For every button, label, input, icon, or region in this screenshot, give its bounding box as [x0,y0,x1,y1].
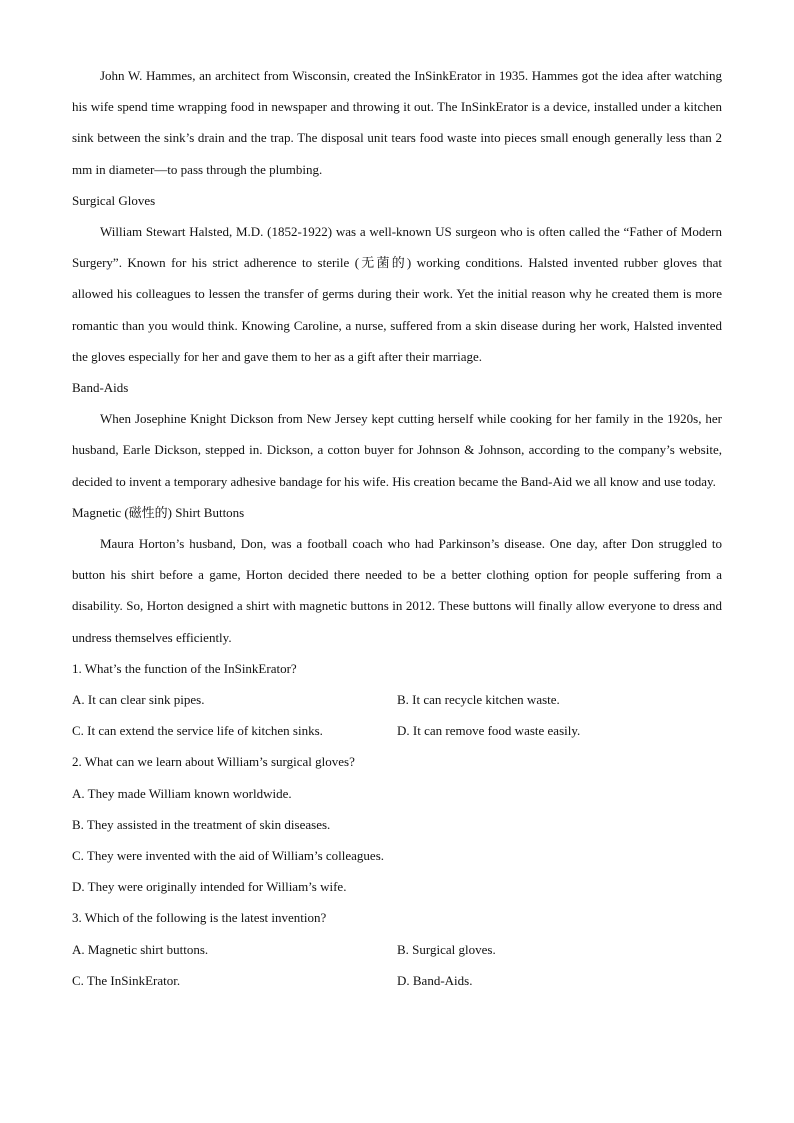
heading-band-aids: Band-Aids [72,380,129,396]
question-3-stem: 3. Which of the following is the latest invention? [72,910,327,926]
paragraph-band-aids: When Josephine Knight Dickson from New Jersey kept cutting herself while cooking for her family in the 1920s, her husband, Earle Dickson, stepped in. Dickson, a cotton buyer for Johnson & Johnson, according to the company’s website, decided to invent a temporary adhesive bandage for his wife. His creation became the Band-Aid we all know and use today. [72,411,722,489]
question-1-option-b: B. It can recycle kitchen waste. [397,692,560,708]
question-2-option-a: A. They made William known worldwide. [72,785,292,801]
question-3-option-a: A. Magnetic shirt buttons. [72,941,209,957]
question-3-option-d: D. Band-Aids. [397,972,473,988]
question-3-option-c: C. The InSinkErator. [72,972,181,988]
document-page [72,60,722,996]
paragraph-surgical-gloves: William Stewart Halsted, M.D. (1852-1922) was a well-known US surgeon who is often called the “Father of Modern Surgery”. Known for his strict adherence to sterile (无菌的) working conditions. Halsted invented rubber gloves that allowed his colleagues to lessen the transfer of germs during their work. Yet the initial reason why he created them is more romantic than you would think. Knowing Caroline, a nurse, suffered from a skin disease during her work, Halsted invented the gloves especially for her and gave them to her as a gift after their marriage. [72,224,722,364]
question-2-option-d: D. They were originally intended for William’s wife. [72,879,347,895]
question-1-options-row-2 [72,715,722,746]
question-1-option-a: A. It can clear sink pipes. [72,692,205,708]
heading-magnetic-buttons: Magnetic (磁性的) Shirt Buttons [72,504,245,520]
question-3-options-row-1 [72,934,722,965]
heading-surgical-gloves: Surgical Gloves [72,192,156,208]
question-2-option-b: B. They assisted in the treatment of skin diseases. [72,816,331,832]
question-3-options-row-2 [72,965,722,996]
paragraph-insinkerator: John W. Hammes, an architect from Wisconsin, created the InSinkErator in 1935. Hammes got the idea after watching his wife spend time wrapping food in newspaper and throwing it out. The InSinkErator is a device, installed under a kitchen sink between the sink’s drain and the trap. The disposal unit tears food waste into pieces small enough generally less than 2 mm in diameter—to pass through the plumbing. [72,68,722,177]
question-2-stem: 2. What can we learn about William’s surgical gloves? [72,754,355,770]
question-3-option-b: B. Surgical gloves. [397,941,496,957]
question-1-options-row-1 [72,684,722,715]
paragraph-magnetic-buttons: Maura Horton’s husband, Don, was a football coach who had Parkinson’s disease. One day, after Don struggled to button his shirt before a game, Horton decided there needed to be a better clothing option for people suffering from a disability. So, Horton designed a shirt with magnetic buttons in 2012. These buttons will finally allow everyone to dress and undress themselves efficiently. [72,536,722,645]
question-1-stem: 1. What’s the function of the InSinkErator? [72,660,297,676]
question-1-option-c: C. It can extend the service life of kitchen sinks. [72,723,323,739]
question-2-option-c: C. They were invented with the aid of William’s colleagues. [72,848,384,864]
question-1-option-d: D. It can remove food waste easily. [397,723,581,739]
